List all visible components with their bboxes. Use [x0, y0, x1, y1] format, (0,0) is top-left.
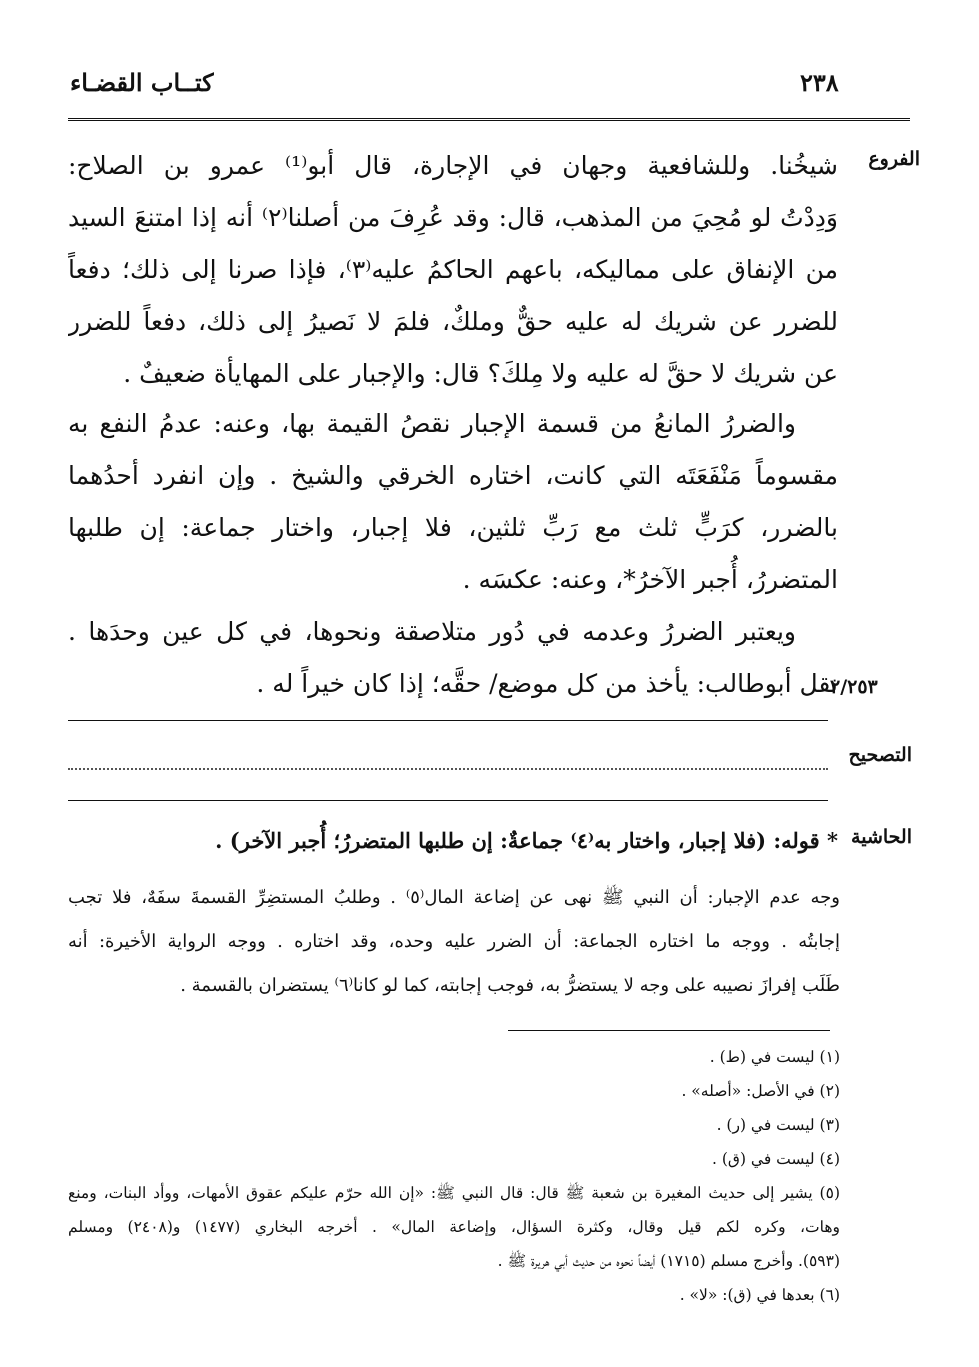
main-paragraph-2	[68, 398, 838, 606]
main-paragraph-3	[68, 606, 838, 710]
section-rule	[68, 720, 828, 721]
tashih-dotted-line	[68, 768, 828, 770]
text-line: ويعتبر الضررُ وعدمه في دُور متلاصقة ونحوها، في كل عين وحدَها .	[68, 617, 796, 646]
footnote: (٢) في الأصل: «أصله» .	[681, 1082, 840, 1100]
hashiya-text	[68, 876, 840, 1008]
text-line: المتضررُ، أُجبر الآخرُ*، وعنه: عكسَه .	[462, 565, 838, 594]
hashiya-line: وجه عدم الإجبار: أن النبي ﷺ نهى عن إضاعة المال⁽٥⁾ . وطلبُ المستضِرِّ القسمةَ سفَهٌ، فلا تجب	[68, 887, 840, 908]
hashiya-line: طَلَب إفرازَ نصيبه على وجه لا يستضرُّ به، فوجب إجابته، كما لو كانا⁽٦⁾ يستضران بالقسمة .	[180, 975, 840, 996]
text-line: مقسوماً مَنْفَعَتَه التي كانت، اختاره الخرقي والشيخ . وإن انفرد أحدُهما	[68, 461, 838, 490]
text-line: للضرر عن شريك له عليه حقٌّ وملكٌ، فلمَ لا نَصيرُ إلى ذلك، دفعاً للضرر	[68, 307, 838, 336]
footnote: (٣) ليست في (ر) .	[716, 1116, 840, 1134]
running-header-title: كتــاب القضـاء	[70, 68, 214, 97]
footnote-rule	[508, 1030, 830, 1031]
text-line: والضررُ المانعُ من قسمة الإجبار نقصُ القيمة بها، وعنه: عدمُ النفع به	[68, 409, 796, 438]
footnotes	[68, 1040, 840, 1312]
text-line: نقل أبوطالب: يأخذ من كل موضع/ حقَّه؛ إذا كان خيراً له .	[256, 669, 838, 698]
main-paragraph-1	[68, 140, 838, 400]
footnote: (٦) بعدها في (ق): «لا» .	[679, 1286, 840, 1304]
hashiya-quote: * قوله: (فلا إجبار، واختار به⁽٤⁾ جماعةٌ: إن طلبها المتضررُ؛ أُجبر الآخر) .	[215, 828, 838, 853]
text-line: عن شريك لا حقَّ له عليه ولا مِلكَ؟ قال: والإجبار على المهايأة ضعيفٌ .	[123, 359, 838, 388]
footnote: (٤) ليست في (ق) .	[712, 1150, 840, 1168]
footnote: وهات، وكره لكم قيل وقال، وكثرة السؤال، وإضاعة المال» . أخرجه البخاري (١٤٧٧) و(٢٤٠٨) ومسلم	[68, 1218, 840, 1236]
margin-label-tashih: التصحيح	[848, 744, 912, 766]
hashiya-line: إجابتُه . ووجه ما اختاره الجماعة: أن الضرر عليه وحده، وقد اختاره . ووجه الرواية الأخيرة: أنه	[68, 931, 840, 952]
text-line: من الإنفاق على مماليكه، باعهم الحاكمُ عليه⁽٣⁾، فإذا صرنا إلى ذلك؛ دفعاً	[68, 255, 838, 284]
margin-label-furu: الفروع	[868, 148, 920, 170]
header-rule	[68, 118, 910, 125]
footnote: (١) ليست في (ط) .	[709, 1048, 840, 1066]
section-rule	[68, 800, 828, 801]
footnote: (٥٩٣). وأخرج مسلم (١٧١٥) أيضاً نحوه من حديث أبي هريرة ﷺ .	[497, 1252, 840, 1270]
text-line: شيخُنا. وللشافعية وجهان في الإجارة، قال أبو⁽¹⁾ عمرو بن الصلاح:	[68, 151, 838, 180]
text-line: بالضرر، كرَبٍّ ثلث مع رَبِّ ثلثين، فلا إجبار، واختار جماعة: إن طلبها	[68, 513, 838, 542]
margin-label-ref: ٢/٢٥٣	[830, 676, 878, 698]
page-number: ٢٣٨	[800, 68, 839, 97]
margin-label-hashiya: الحاشية	[851, 826, 912, 848]
text-line: وَدِدْتُ لو مُحِيَ من المذهب، قال: وقد عُرِفَ من أصلنا⁽٢⁾ أنه إذا امتنعَ السيد	[68, 203, 838, 232]
footnote: (٥) يشير إلى حديث المغيرة بن شعبة ﷺ قال: قال النبي ﷺ: «إن الله حرّم عليكم عقوق الأمهات، ووأد البنات، ومنع	[68, 1184, 840, 1202]
